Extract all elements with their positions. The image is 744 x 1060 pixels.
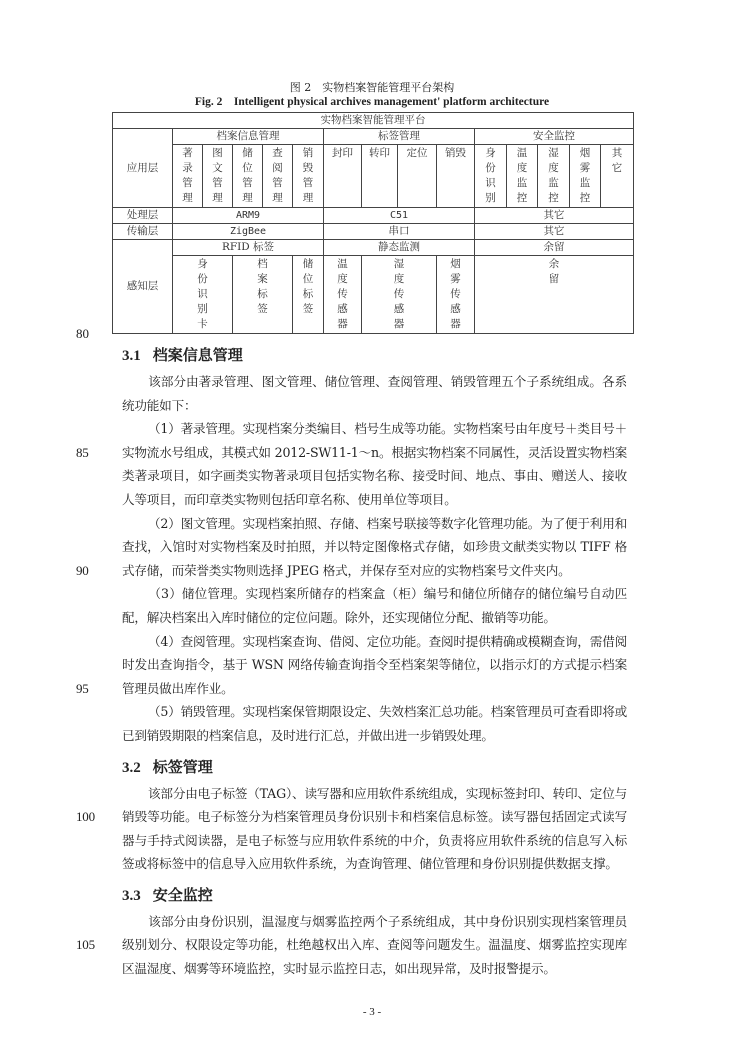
transport-serial: 串口 — [324, 224, 475, 240]
item-image-text: 图文管理 — [212, 147, 223, 204]
section-3-3-body — [76, 910, 627, 981]
section-title: 标签管理 — [152, 757, 213, 776]
page-number: - 3 - — [362, 1005, 382, 1018]
perception-rfid: RFID 标签 — [173, 240, 324, 256]
paragraph-text: （2）图文管理。实现档案拍照、存储、档案号联接等数字化管理功能。为了便于利用和查找，入馆时对实物档案及时拍照，并以特定图像格式存储，如珍贵文献类实物以 TIFF 格式存储，而荣誉类实物则选择 JPEG 格式，并保存至对应的实物档案号文件夹内。 — [122, 515, 627, 578]
item-cataloging: 著录管理 — [182, 147, 193, 204]
paragraph — [76, 417, 627, 511]
perception-static: 静态监测 — [324, 240, 475, 256]
paragraph — [122, 700, 627, 747]
paragraph — [76, 630, 627, 701]
processing-other: 其它 — [475, 208, 634, 224]
layer-processing: 处理层 — [113, 208, 173, 224]
paragraph — [122, 370, 627, 417]
section-title: 安全监控 — [152, 885, 213, 904]
section-title: 档案信息管理 — [152, 346, 243, 364]
layer-perception: 感知层 — [113, 240, 173, 334]
perception-items-row — [113, 256, 634, 334]
line-number: 105 — [76, 937, 95, 953]
item-reserved: 余留 — [548, 258, 560, 285]
paragraph-text: （1）著录管理。实现档案分类编目、档号生成等功能。实物档案号由年度号＋类目号＋实物流水号组成，其模式如 2012-SW11-1～n。根据实物档案不同属性，灵活设置实物档案类著录项目，如字画类实物著录项目包括实物名称、接受时间、地点、事由、赠送人、接收人等项目，而印章类实物则包括印章名称、使用单位等项目。 — [122, 421, 627, 507]
item-locate: 定位 — [398, 145, 437, 208]
application-items-row — [113, 145, 634, 208]
perception-reserved: 余留 — [475, 240, 634, 256]
paragraph — [76, 512, 627, 583]
item-lookup: 查阅管理 — [272, 147, 283, 204]
line-number: 85 — [76, 444, 89, 460]
item-other: 其它 — [611, 147, 623, 174]
group-security-monitoring: 安全监控 — [475, 129, 634, 145]
line-number: 95 — [76, 680, 89, 696]
section-3-1-body — [76, 370, 627, 748]
item-smoke: 烟雾监控 — [579, 147, 591, 204]
paragraph-text: （4）查阅管理。实现档案查询、借阅、定位功能。查阅时提供精确或模糊查询，需借阅时发出查询指令，基于 WSN 网络传输查询指令至档案架等储位，以指示灯的方式提示档案管理员做出库作业。 — [122, 633, 627, 696]
item-destruction: 销毁管理 — [302, 147, 314, 204]
paragraph-text: 该部分由电子标签（TAG）、读写器和应用软件系统组成，实现标签封印、转印、定位与销毁等功能。电子标签分为档案管理员身份识别卡和档案信息标签。读写器包括固定式读写器与手持式阅读器，是电子标签与应用软件系统的中介，负责将应用软件系统的信息写入标签或将标签中的信息导入应用软件系统，为查询管理、储位管理和身份识别提供数据支撑。 — [122, 785, 627, 872]
section-heading-3-2 — [122, 756, 744, 779]
item-seal: 封印 — [324, 145, 362, 208]
line-number: 80 — [76, 326, 89, 341]
line-number: 90 — [76, 562, 89, 578]
item-tag-destroy: 销毁 — [437, 145, 475, 208]
item-transfer: 转印 — [362, 145, 398, 208]
section-number: 3.1 — [122, 348, 141, 364]
paragraph — [76, 910, 627, 981]
platform-title: 实物档案智能管理平台 — [113, 113, 634, 129]
transport-row — [113, 224, 634, 240]
paragraph-text: 该部分由身份识别，温湿度与烟雾监控两个子系统组成，其中身份识别实现档案管理员级别划分、权限设定等功能，杜绝越权出入库、查阅等问题发生。温温度、烟雾监控实现库区温湿度、烟雾等环境监控，实时显示监控日志，如出现异常，及时报警提示。 — [122, 913, 627, 977]
processing-c51: C51 — [324, 208, 475, 224]
group-tag-management: 标签管理 — [324, 129, 475, 145]
paragraph-text: 该部分由著录管理、图文管理、储位管理、查阅管理、销毁管理五个子系统组成。各系统功能如下： — [122, 374, 627, 413]
paragraph-text: （5）销毁管理。实现档案保管期限设定、失效档案汇总功能。档案管理员可查看即将或已到销毁期限的档案信息，及时进行汇总，并做出进一步销毁处理。 — [122, 704, 627, 743]
line-number: 100 — [76, 809, 95, 825]
figure-caption-en: Fig. 2 Intelligent physical archives management' platform architecture — [194, 96, 550, 108]
section-number: 3.3 — [122, 887, 141, 904]
transport-other: 其它 — [475, 224, 634, 240]
item-humidity: 湿度监控 — [548, 147, 559, 204]
item-smoke-sensor: 烟雾传感器 — [450, 258, 461, 330]
group-archive-info: 档案信息管理 — [173, 129, 324, 145]
architecture-table — [112, 112, 634, 334]
table-title-row — [113, 113, 634, 129]
item-id-card: 身份识别卡 — [197, 258, 208, 330]
item-storage: 储位管理 — [242, 147, 253, 204]
processing-arm9: ARM9 — [173, 208, 324, 224]
paragraph-text: （3）储位管理。实现档案所储存的档案盒（柜）编号和储位所储存的储位编号自动匹配，解决档案出入库时储位的定位问题。除外，还实现储位分配、撤销等功能。 — [122, 586, 627, 625]
item-archive-tag: 档案标签 — [257, 258, 268, 315]
item-humidity-sensor: 湿度传感器 — [393, 258, 405, 330]
item-storage-tag: 储位标签 — [302, 258, 314, 315]
paragraph — [122, 582, 627, 629]
item-temperature: 温度监控 — [516, 147, 528, 204]
processing-row — [113, 208, 634, 224]
section-number: 3.2 — [122, 759, 141, 776]
item-identity: 身份识别 — [485, 147, 496, 204]
item-temp-sensor: 温度传感器 — [337, 258, 348, 330]
paragraph — [76, 782, 627, 876]
section-heading-3-1 — [122, 344, 744, 367]
body-text — [0, 326, 744, 981]
layer-application: 应用层 — [113, 129, 173, 208]
layer-transport: 传输层 — [113, 224, 173, 240]
figure-caption-cn: 图 2 实物档案智能管理平台架构 — [289, 81, 455, 94]
section-3-2-body — [76, 782, 627, 876]
section-heading-3-3 — [122, 884, 744, 907]
perception-group-row — [113, 240, 634, 256]
transport-zigbee: ZigBee — [173, 224, 324, 240]
group-header-row — [113, 129, 634, 145]
